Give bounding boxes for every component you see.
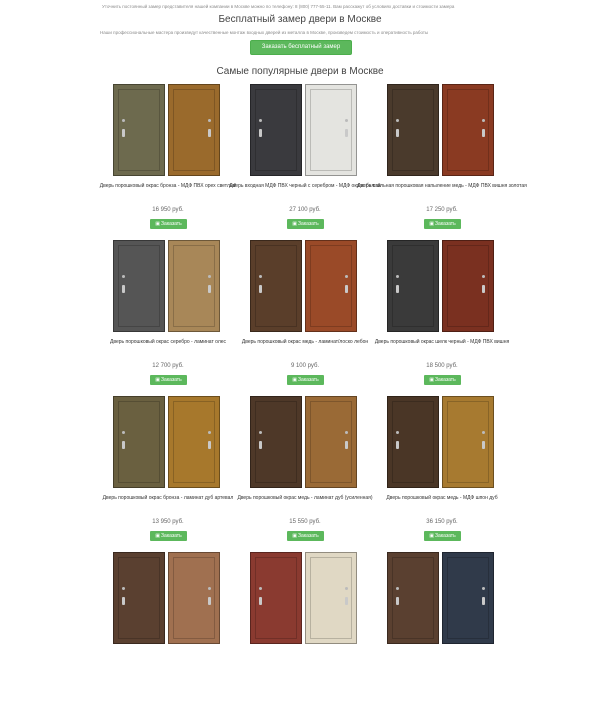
order-button-label: Заказать [435, 533, 456, 539]
lock-icon [482, 587, 485, 590]
order-button-label: Заказать [161, 221, 182, 227]
handle-icon [396, 285, 399, 293]
door-image[interactable] [250, 84, 360, 176]
order-free-measure-button[interactable]: Заказать бесплатный замер [250, 40, 352, 55]
door-interior-image [305, 240, 357, 332]
handle-icon [396, 129, 399, 137]
lock-icon [208, 587, 211, 590]
product-card [352, 396, 532, 546]
door-image[interactable] [387, 552, 497, 644]
lock-icon [396, 587, 399, 590]
handle-icon [259, 285, 262, 293]
cart-icon: ▣ [155, 533, 161, 539]
handle-icon [482, 285, 485, 293]
door-image[interactable] [113, 240, 223, 332]
product-name-link[interactable]: Дверь порошковый окрас медь - ламинат дуб (усиленная) [237, 495, 373, 501]
product-name-link[interactable]: Дверь входная МДФ ПВХ черный с серебром - МДФ окрас белый [229, 183, 381, 189]
product-card [352, 552, 532, 702]
order-button-label: Заказать [435, 377, 456, 383]
door-exterior-image [250, 240, 302, 332]
order-button-label: Заказать [161, 377, 182, 383]
lock-icon [259, 119, 262, 122]
free-measure-title: Бесплатный замер двери в Москве [218, 14, 382, 25]
handle-icon [259, 441, 262, 449]
product-name-link[interactable]: Дверь порошковый окрас медь - МДФ шпон дуб [386, 495, 498, 501]
product-name-link[interactable]: Дверь порошковый окрас бронза - ламинат дуб артевал [102, 495, 234, 501]
lock-icon [122, 431, 125, 434]
order-button-label: Заказать [298, 533, 319, 539]
door-exterior-image [113, 240, 165, 332]
order-button-label: Заказать [298, 377, 319, 383]
cart-icon: ▣ [292, 533, 298, 539]
product-price: 9 100 руб. [290, 363, 320, 369]
product-price: 15 550 руб. [289, 519, 321, 525]
door-interior-image [168, 84, 220, 176]
cart-icon: ▣ [292, 221, 298, 227]
door-exterior-image [250, 552, 302, 644]
door-exterior-image [113, 84, 165, 176]
door-interior-image [442, 84, 494, 176]
product-name-link[interactable]: Дверь порошковый окрас медь - ламинат/лоско лебон [241, 339, 369, 345]
door-exterior-image [387, 552, 439, 644]
handle-icon [345, 441, 348, 449]
door-image[interactable] [250, 396, 360, 488]
order-button[interactable] [150, 531, 187, 541]
handle-icon [482, 129, 485, 137]
cart-icon: ▣ [155, 377, 161, 383]
cart-icon: ▣ [429, 377, 435, 383]
door-image[interactable] [250, 552, 360, 644]
product-price: 13 950 руб. [152, 519, 184, 525]
door-interior-image [168, 240, 220, 332]
lock-icon [208, 431, 211, 434]
door-interior-image [442, 552, 494, 644]
product-card [352, 84, 532, 234]
handle-icon [482, 441, 485, 449]
product-price: 12 700 руб. [152, 363, 184, 369]
handle-icon [122, 597, 125, 605]
door-exterior-image [387, 396, 439, 488]
order-button[interactable] [287, 375, 324, 385]
lock-icon [396, 275, 399, 278]
door-exterior-image [113, 552, 165, 644]
order-button[interactable] [287, 219, 324, 229]
order-button-label: Заказать [435, 221, 456, 227]
door-exterior-image [387, 84, 439, 176]
free-measure-description: Наши профессиональные мастера произведут качественные монтаж входных дверей из металла в Москве, произведем стоимость и оперативность работы [100, 30, 429, 35]
door-image[interactable] [113, 552, 223, 644]
product-price: 18 500 руб. [426, 363, 458, 369]
order-button-label: Заказать [298, 221, 319, 227]
lock-icon [259, 587, 262, 590]
product-card [352, 240, 532, 390]
handle-icon [259, 597, 262, 605]
lock-icon [208, 119, 211, 122]
product-price: 16 950 руб. [152, 207, 184, 213]
lock-icon [122, 587, 125, 590]
product-name-link[interactable]: Дверь порошковый окрас серебро - ламинат олес [109, 339, 227, 345]
door-exterior-image [387, 240, 439, 332]
order-button[interactable] [150, 219, 187, 229]
order-button[interactable] [424, 531, 461, 541]
cart-icon: ▣ [429, 221, 435, 227]
door-interior-image [305, 396, 357, 488]
handle-icon [482, 597, 485, 605]
handle-icon [208, 285, 211, 293]
lock-icon [259, 275, 262, 278]
handle-icon [396, 441, 399, 449]
order-button-label: Заказать [161, 533, 182, 539]
door-interior-image [168, 396, 220, 488]
lock-icon [345, 119, 348, 122]
handle-icon [259, 129, 262, 137]
door-exterior-image [113, 396, 165, 488]
door-exterior-image [250, 84, 302, 176]
cart-icon: ▣ [155, 221, 161, 227]
product-name-link[interactable]: Дверь стальная порошковая напыление медь - МДФ ПВХ вишня золотая [357, 183, 527, 189]
lock-icon [122, 275, 125, 278]
handle-icon [122, 285, 125, 293]
door-interior-image [305, 552, 357, 644]
product-price: 36 150 руб. [426, 519, 458, 525]
order-button[interactable] [424, 219, 461, 229]
door-exterior-image [250, 396, 302, 488]
lock-icon [482, 431, 485, 434]
handle-icon [345, 597, 348, 605]
handle-icon [208, 129, 211, 137]
lock-icon [345, 275, 348, 278]
lock-icon [345, 431, 348, 434]
handle-icon [208, 597, 211, 605]
door-interior-image [442, 240, 494, 332]
popular-doors-title: Самые популярные двери в Москве [216, 66, 384, 77]
cart-icon: ▣ [429, 533, 435, 539]
product-price: 27 100 руб. [289, 207, 321, 213]
order-button[interactable] [424, 375, 461, 385]
door-interior-image [442, 396, 494, 488]
order-button[interactable] [150, 375, 187, 385]
top-note: Уточнить постоянный замер представителя нашей компании в Москве можно по телефону: 8 (800) 777-55-11. Вам расскажут об условиях доставки и стоимости замера [102, 4, 455, 9]
handle-icon [345, 285, 348, 293]
door-image[interactable] [250, 240, 360, 332]
lock-icon [396, 119, 399, 122]
door-interior-image [305, 84, 357, 176]
door-image[interactable] [113, 396, 223, 488]
lock-icon [259, 431, 262, 434]
lock-icon [122, 119, 125, 122]
lock-icon [345, 587, 348, 590]
handle-icon [208, 441, 211, 449]
cart-icon: ▣ [292, 377, 298, 383]
lock-icon [482, 119, 485, 122]
product-price: 17 250 руб. [426, 207, 458, 213]
product-name-link[interactable]: Дверь порошковый окрас шелк черный - МДФ ПВХ вишня [374, 339, 510, 345]
product-name-link[interactable]: Дверь порошковый окрас бронза - МДФ ПВХ орех светлый [99, 183, 237, 189]
handle-icon [345, 129, 348, 137]
handle-icon [122, 441, 125, 449]
door-image[interactable] [387, 396, 497, 488]
handle-icon [122, 129, 125, 137]
door-interior-image [168, 552, 220, 644]
lock-icon [482, 275, 485, 278]
lock-icon [396, 431, 399, 434]
door-image[interactable] [113, 84, 223, 176]
door-image[interactable] [387, 240, 497, 332]
door-image[interactable] [387, 84, 497, 176]
handle-icon [396, 597, 399, 605]
order-button[interactable] [287, 531, 324, 541]
lock-icon [208, 275, 211, 278]
